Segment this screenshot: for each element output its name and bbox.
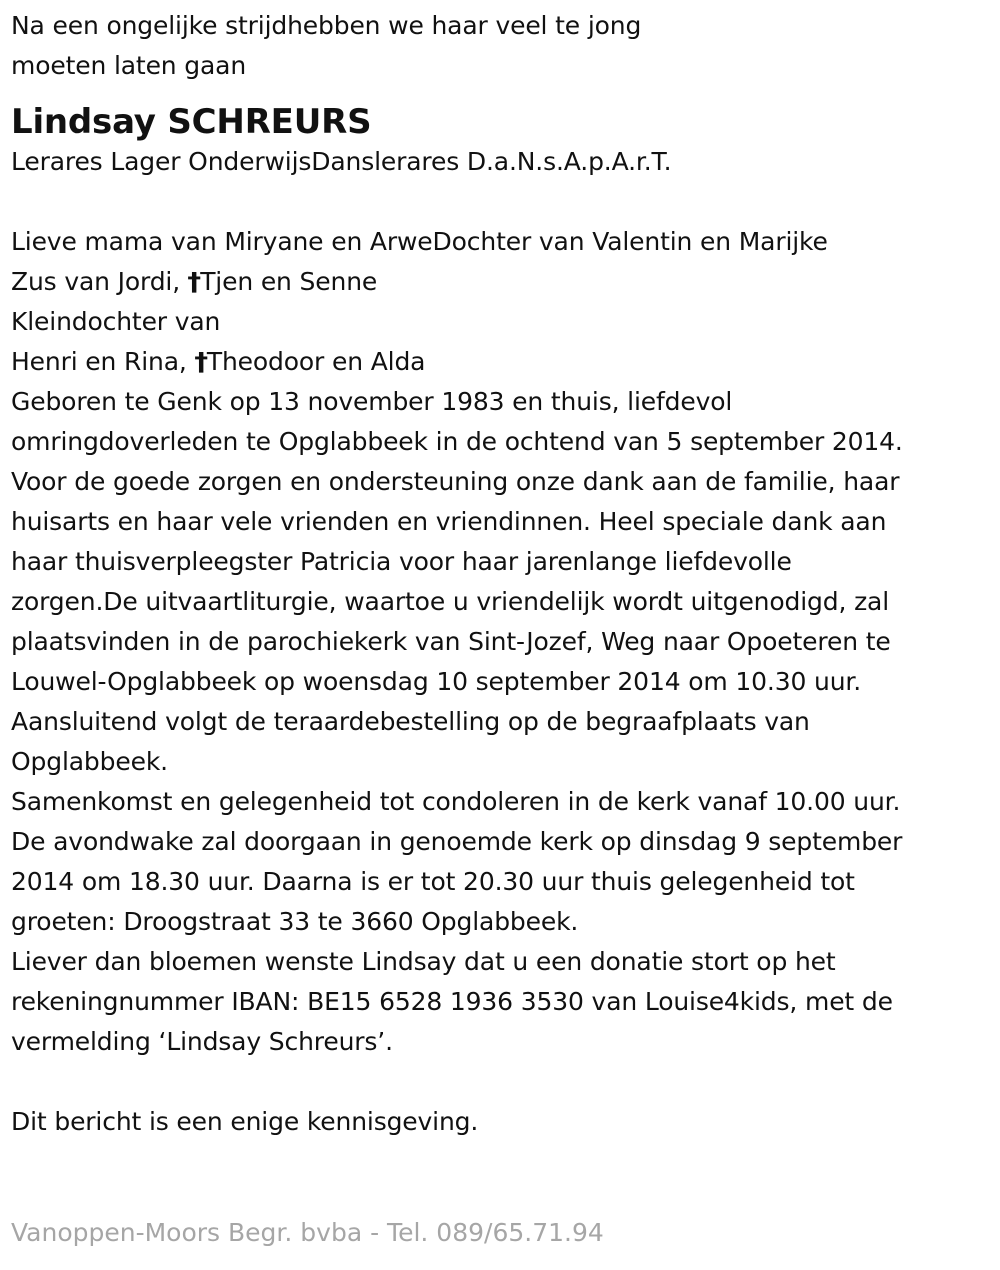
deceased-cross-icon: † [187, 267, 201, 296]
family-line-granddaughter-label: Kleindochter van [11, 307, 221, 336]
body-line: groeten: Droogstraat 33 te 3660 Opglabbeek. [11, 907, 579, 936]
body-line: zorgen.De uitvaartliturgie, waartoe u vriendelijk wordt uitgenodigd, zal [11, 587, 890, 616]
deceased-name: Lindsay SCHREURS [11, 102, 372, 142]
family-line-siblings [11, 262, 986, 302]
body-line: plaatsvinden in de parochiekerk van Sint-Jozef, Weg naar Opoeteren te [11, 627, 891, 656]
body-line: vermelding ‘Lindsay Schreurs’. [11, 1027, 393, 1056]
body-line: Geboren te Genk op 13 november 1983 en thuis, liefdevol [11, 387, 733, 416]
spacer [11, 1062, 986, 1102]
intro-line-1: Na een ongelijke strijdhebben we haar veel te jong [11, 11, 642, 40]
body-line: huisarts en haar vele vrienden en vriendinnen. Heel speciale dank aan [11, 507, 887, 536]
body-line: rekeningnummer IBAN: BE15 6528 1936 3530 van Louise4kids, met de [11, 987, 893, 1016]
intro-line-2: moeten laten gaan [11, 51, 247, 80]
family-line-grandparents [11, 342, 986, 382]
notice-text: Dit bericht is een enige kennisgeving. [11, 1107, 479, 1136]
body-line: 2014 om 18.30 uur. Daarna is er tot 20.30 uur thuis gelegenheid tot [11, 867, 855, 896]
grandparents-prefix: Henri en Rina, [11, 347, 195, 376]
body-line: haar thuisverpleegster Patricia voor haar jarenlange liefdevolle [11, 547, 792, 576]
body-line: Samenkomst en gelegenheid tot condoleren in de kerk vanaf 10.00 uur. [11, 787, 901, 816]
grandparents-suffix: Theodoor en Alda [206, 347, 426, 376]
family-line-children-parents: Lieve mama van Miryane en ArweDochter van Valentin en Marijke [11, 227, 828, 256]
body-line: Louwel-Opglabbeek op woensdag 10 september 2014 om 10.30 uur. [11, 667, 862, 696]
body-line: De avondwake zal doorgaan in genoemde kerk op dinsdag 9 september [11, 827, 903, 856]
body-line: Aansluitend volgt de teraardebestelling op de begraafplaats van [11, 707, 810, 736]
deceased-cross-icon: † [193, 347, 208, 376]
siblings-prefix: Zus van Jordi, [11, 267, 188, 296]
body-line: Liever dan bloemen wenste Lindsay dat u een donatie stort op het [11, 947, 836, 976]
body-line: Opglabbeek. [11, 747, 168, 776]
funeral-home-footer: Vanoppen-Moors Begr. bvba - Tel. 089/65.71.94 [11, 1218, 604, 1247]
deceased-occupation: Lerares Lager OnderwijsDanslerares D.a.N.s.A.p.A.r.T. [11, 147, 672, 176]
spacer [11, 182, 986, 222]
siblings-suffix: Tjen en Senne [200, 267, 378, 296]
body-line: omringdoverleden te Opglabbeek in de ochtend van 5 september 2014. [11, 427, 903, 456]
body-line: Voor de goede zorgen en ondersteuning onze dank aan de familie, haar [11, 467, 900, 496]
